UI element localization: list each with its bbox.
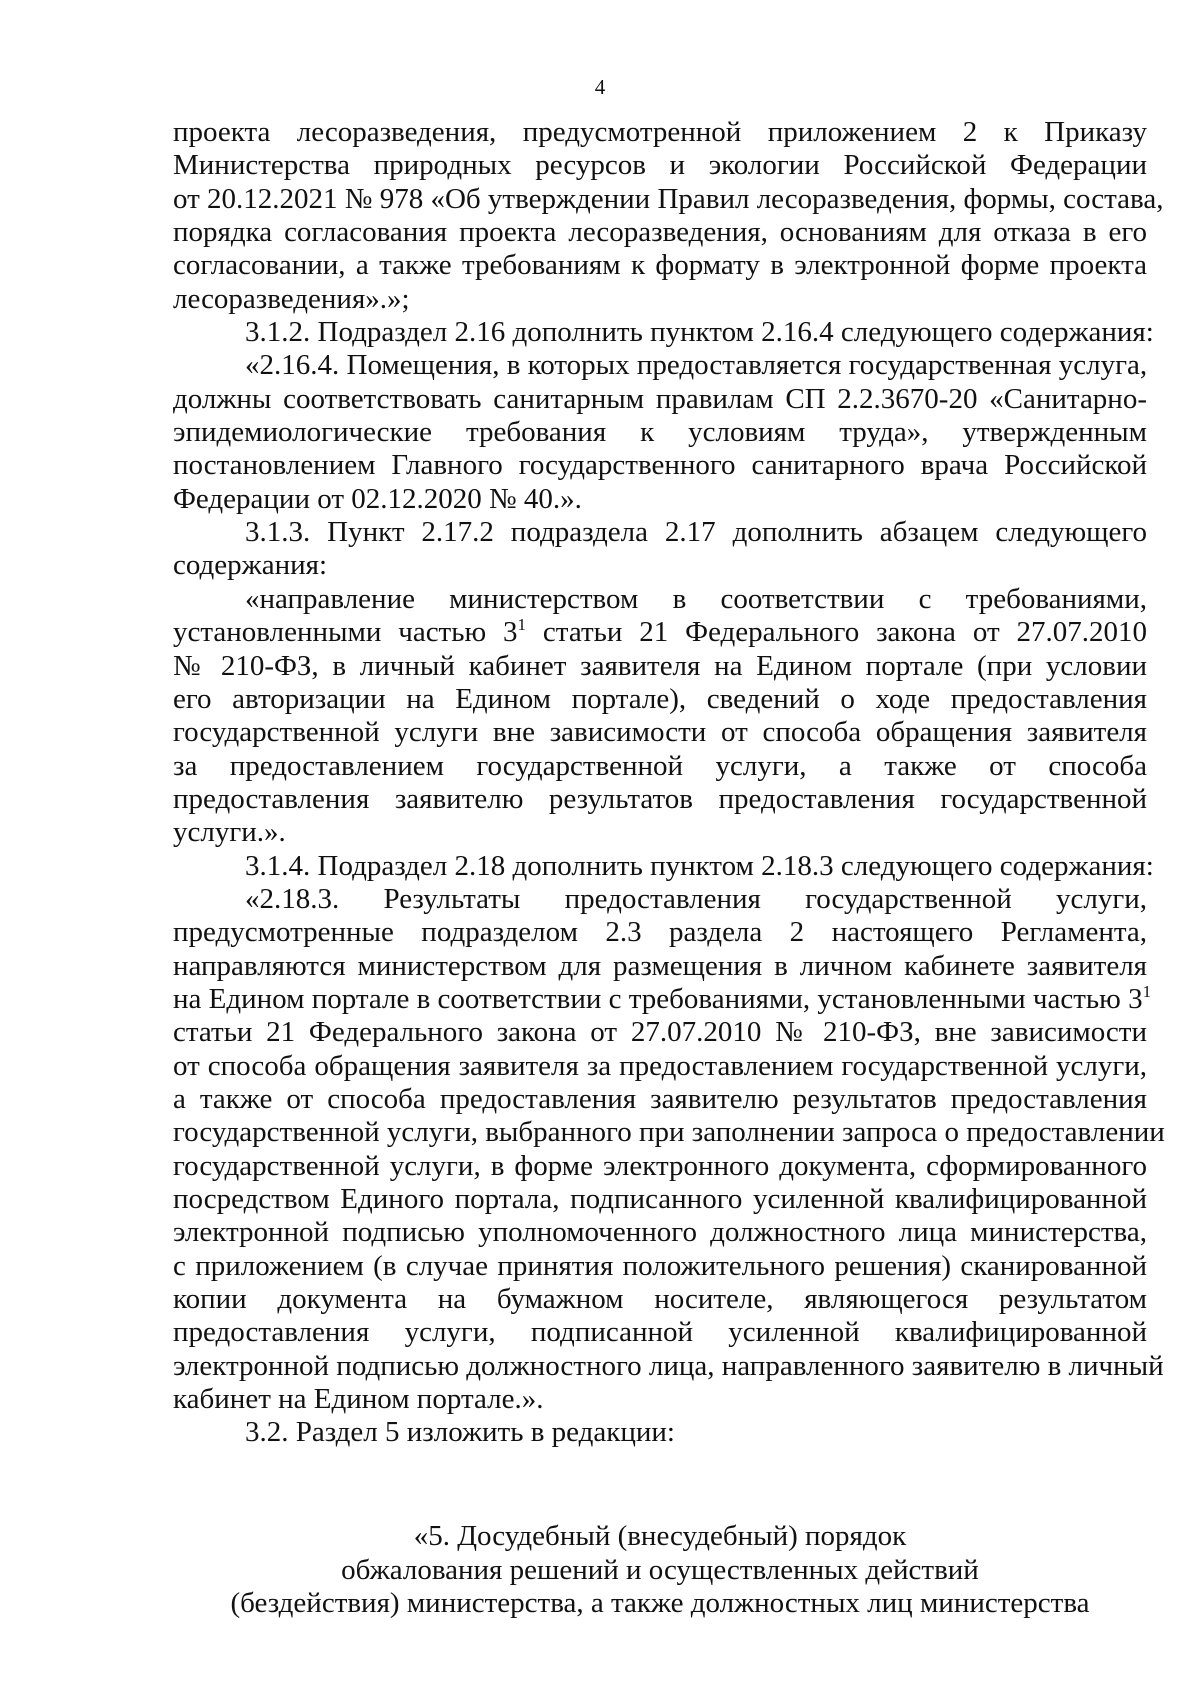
paragraph — [173, 849, 1154, 883]
text-line: эпидемиологические требования к условиям труда», утвержденным — [173, 416, 1147, 449]
text-line: 3.1.3. Пункт 2.17.2 подраздела 2.17 дополнить абзацем следующего — [245, 516, 1147, 549]
text-line: предоставления услуги, подписанной усиленной квалифицированной — [173, 1316, 1147, 1349]
text-line: содержания: — [173, 549, 328, 582]
paragraph — [173, 316, 1154, 349]
text-line: за предоставлением государственной услуги, а также от способа — [173, 749, 1147, 782]
text-line: его авторизации на Едином портале), сведений о ходе предоставления — [173, 682, 1147, 715]
paragraph — [173, 349, 1147, 516]
text-line: государственной услуги вне зависимости от способа обращения заявителя — [173, 716, 1147, 749]
text-line: от 20.12.2021 № 978 «Об утверждении Правил лесоразведения, формы, состава, — [173, 182, 1164, 215]
text-line: предусмотренные подразделом 2.3 раздела 2 настоящего Регламента, — [173, 916, 1147, 949]
heading-line: (бездействия) министерства, а также должностных лиц министерства — [230, 1587, 1090, 1619]
text-line: 3.1.4. Подраздел 2.18 дополнить пунктом 2.18.3 следующего содержания: — [245, 849, 1154, 882]
text-line: услуги.». — [173, 816, 286, 849]
text-line: Министерства природных ресурсов и экологии Российской Федерации — [173, 149, 1147, 182]
text-line: государственной услуги, выбранного при заполнении запроса о предоставлении — [173, 1116, 1165, 1149]
text-line: должны соответствовать санитарным правилам СП 2.2.3670-20 «Санитарно- — [173, 382, 1147, 415]
heading-line: «5. Досудебный (внесудебный) порядок — [413, 1520, 907, 1552]
text-line: «2.18.3. Результаты предоставления государственной услуги, — [245, 882, 1147, 915]
text-line: «2.16.4. Помещения, в которых предоставляется государственная услуга, — [245, 349, 1148, 382]
text-line: предоставления заявителю результатов предоставления государственной — [173, 782, 1147, 815]
text-line: № 210-ФЗ, в личный кабинет заявителя на Едином портале (при условии — [173, 649, 1147, 682]
text-line: установленными частью $3^1$ статьи 21 Федерального закона от 27.07.2010 — [173, 615, 1148, 649]
text-line: электронной подписью уполномоченного должностного лица министерства, — [173, 1216, 1147, 1249]
paragraph — [173, 882, 1165, 1417]
text-line: с приложением (в случае принятия положительного решения) сканированной — [173, 1249, 1147, 1282]
text-line: кабинет на Едином портале.». — [173, 1383, 544, 1416]
text-line: электронной подписью должностного лица, направленного заявителю в личный — [173, 1349, 1164, 1382]
text-line: постановлением Главного государственного санитарного врача Российской — [173, 449, 1147, 482]
text-line: лесоразведения».»; — [173, 282, 410, 315]
paragraph — [173, 516, 1147, 583]
text-line: государственной услуги, в форме электронного документа, сформированного — [173, 1149, 1147, 1182]
paragraph — [173, 583, 1147, 850]
text-line: «направление министерством в соответствии с требованиями, — [245, 582, 1147, 615]
text-line: проекта лесоразведения, предусмотренной приложением 2 к Приказу — [173, 116, 1147, 148]
text-line: согласовании, а также требованиям к формату в электронной форме проекта — [173, 249, 1147, 282]
text-line: статьи 21 Федерального закона от 27.07.2010 № 210-ФЗ, вне зависимости — [173, 1016, 1147, 1049]
text-line: 3.2. Раздел 5 изложить в редакции: — [245, 1416, 675, 1449]
text-line: направляются министерством для размещения в личном кабинете заявителя — [173, 949, 1147, 982]
text-line: от способа обращения заявителя за предоставлением государственной услуги, — [173, 1049, 1147, 1082]
page-number: 4 — [594, 75, 606, 99]
paragraph — [173, 1416, 1147, 1449]
text-line: Федерации от 02.12.2020 № 40.». — [173, 482, 582, 515]
body-text — [173, 116, 1165, 1450]
text-line: а также от способа предоставления заявителю результатов предоставления — [173, 1082, 1147, 1115]
text-line: копии документа на бумажном носителе, являющегося результатом — [173, 1283, 1147, 1316]
text-line: порядка согласования проекта лесоразведения, основаниям для отказа в его — [173, 216, 1147, 249]
heading-line: обжалования решений и осуществленных действий — [341, 1553, 979, 1586]
paragraph — [173, 116, 1164, 316]
text-line: на Едином портале в соответствии с требованиями, установленными частью $3^1$ — [173, 981, 1152, 1015]
text-line: 3.1.2. Подраздел 2.16 дополнить пунктом 2.16.4 следующего содержания: — [245, 316, 1154, 349]
section-heading — [173, 1520, 1147, 1621]
text-line: посредством Единого портала, подписанного усиленной квалифицированной — [173, 1183, 1147, 1215]
